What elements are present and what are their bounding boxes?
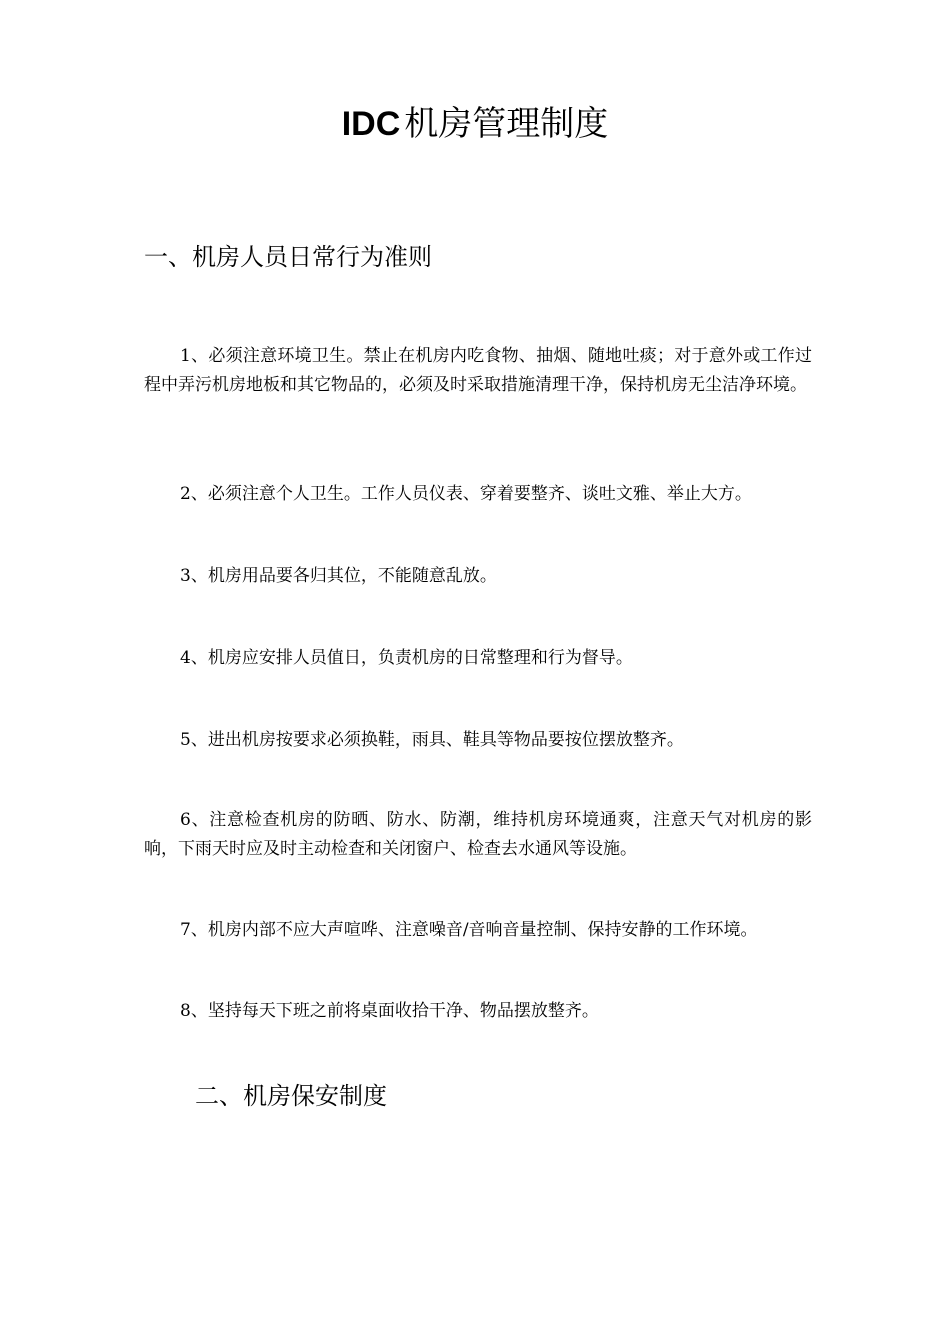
rule-item-4: 4、机房应安排人员值日，负责机房的日常整理和行为督导。 — [180, 648, 633, 668]
rule-item-6: 6、注意检查机房的防晒、防水、防潮，维持机房环境通爽，注意天气对机房的影响，下雨天时应及时主动检查和关闭窗户、检查去水通风等设施。 — [144, 810, 812, 859]
rule-item-1: 1、必须注意环境卫生。禁止在机房内吃食物、抽烟、随地吐痰；对于意外或工作过程中弄污机房地板和其它物品的，必须及时采取措施清理干净，保持机房无尘洁净环境。 — [144, 346, 812, 395]
rule-item-3: 3、机房用品要各归其位，不能随意乱放。 — [180, 566, 497, 586]
section-heading-1: 一、机房人员日常行为准则 — [144, 243, 432, 271]
rule-item-2: 2、必须注意个人卫生。工作人员仪表、穿着要整齐、谈吐文雅、举止大方。 — [180, 484, 752, 504]
rule-item-8: 8、坚持每天下班之前将桌面收拾干净、物品摆放整齐。 — [180, 1001, 599, 1021]
document-title-cjk: 机房管理制度 — [404, 104, 609, 144]
document-title — [0, 102, 950, 146]
document-title-latin: IDC — [341, 105, 401, 143]
section-heading-2: 二、机房保安制度 — [195, 1082, 387, 1110]
rule-item-5: 5、进出机房按要求必须换鞋，雨具、鞋具等物品要按位摆放整齐。 — [180, 730, 684, 750]
rule-item-7: 7、机房内部不应大声喧哗、注意噪音/音响音量控制、保持安静的工作环境。 — [180, 920, 758, 940]
